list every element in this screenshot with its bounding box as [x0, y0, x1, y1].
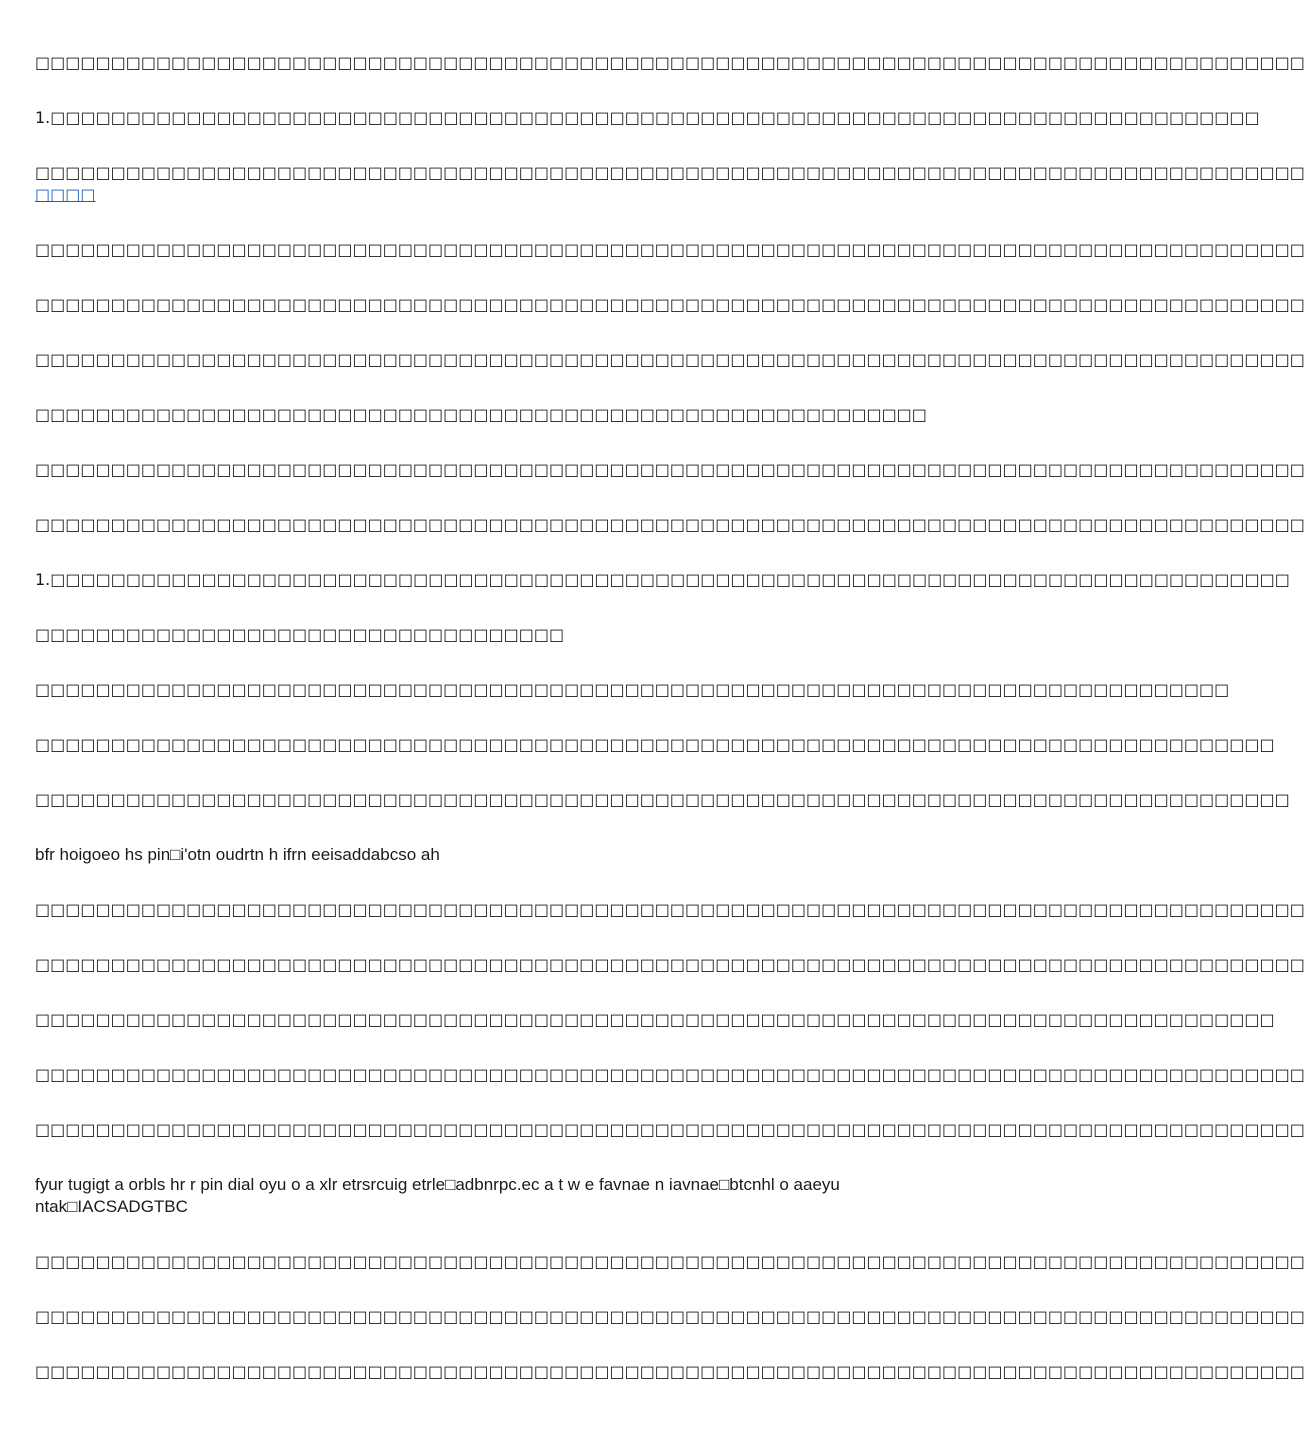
paragraph-7: □□□□□□□□□□□□□□□□□□□□□□□□□□□□□□□□□□□□□□□□□□□□□□□□□□□□□□□□□□□ [35, 405, 927, 424]
paragraph-22: □□□□□□□□□□□□□□□□□□□□□□□□□□□□□□□□□□□□□□□□□□□□□□□□□□□□□□□□□□□□□□□□□□□□□□□□□□□□□□□□□□□□ [35, 1252, 1305, 1271]
paragraph-9: □□□□□□□□□□□□□□□□□□□□□□□□□□□□□□□□□□□□□□□□□□□□□□□□□□□□□□□□□□□□□□□□□□□□□□□□□□□□□□□□□□□□ [35, 515, 1305, 534]
paragraph-21-latin: fyur tugigt a orbls hr r pin dial oyu o a xlr etrsrcuig etrle□adbnrpc.ec a t w e favnae n iavnae□btcnhl o aaeyu ntak□IACSADGTBC [35, 1175, 840, 1216]
paragraph-5: □□□□□□□□□□□□□□□□□□□□□□□□□□□□□□□□□□□□□□□□□□□□□□□□□□□□□□□□□□□□□□□□□□□□□□□□□□□□□□□□□□□□ [35, 295, 1305, 314]
paragraph-11: □□□□□□□□□□□□□□□□□□□□□□□□□□□□□□□□□□□ [35, 625, 565, 644]
paragraph-23: □□□□□□□□□□□□□□□□□□□□□□□□□□□□□□□□□□□□□□□□□□□□□□□□□□□□□□□□□□□□□□□□□□□□□□□□□□□□□□□□□□□□ [35, 1307, 1305, 1326]
paragraph-12: □□□□□□□□□□□□□□□□□□□□□□□□□□□□□□□□□□□□□□□□□□□□□□□□□□□□□□□□□□□□□□□□□□□□□□□□□□□□□□□ [35, 680, 1230, 699]
paragraph-19: □□□□□□□□□□□□□□□□□□□□□□□□□□□□□□□□□□□□□□□□□□□□□□□□□□□□□□□□□□□□□□□□□□□□□□□□□□□□□□□□□□□□ [35, 1065, 1305, 1084]
paragraph-15-latin: bfr hoigoeo hs pin□i'otn oudrtn h ifrn eeisaddabcso ah [35, 845, 440, 864]
paragraph-20: □□□□□□□□□□□□□□□□□□□□□□□□□□□□□□□□□□□□□□□□□□□□□□□□□□□□□□□□□□□□□□□□□□□□□□□□□□□□□□□□□□□□ [35, 1120, 1305, 1139]
paragraph-13: □□□□□□□□□□□□□□□□□□□□□□□□□□□□□□□□□□□□□□□□□□□□□□□□□□□□□□□□□□□□□□□□□□□□□□□□□□□□□□□□□□ [35, 735, 1275, 754]
paragraph-2-numbered: 1.□□□□□□□□□□□□□□□□□□□□□□□□□□□□□□□□□□□□□□□□□□□□□□□□□□□□□□□□□□□□□□□□□□□□□□□□□□□□□□□□ [35, 108, 1260, 127]
paragraph-24: □□□□□□□□□□□□□□□□□□□□□□□□□□□□□□□□□□□□□□□□□□□□□□□□□□□□□□□□□□□□□□□□□□□□□□□□□□□□□□□□□□□□ [35, 1362, 1305, 1381]
paragraph-3-link[interactable]: □□□□ [35, 185, 96, 204]
paragraph-3-with-link [35, 162, 1305, 206]
document-body [35, 52, 1305, 1416]
paragraph-16: □□□□□□□□□□□□□□□□□□□□□□□□□□□□□□□□□□□□□□□□□□□□□□□□□□□□□□□□□□□□□□□□□□□□□□□□□□□□□□□□□□□□ [35, 900, 1305, 919]
paragraph-6: □□□□□□□□□□□□□□□□□□□□□□□□□□□□□□□□□□□□□□□□□□□□□□□□□□□□□□□□□□□□□□□□□□□□□□□□□□□□□□□□□□□□ [35, 350, 1305, 369]
paragraph-18: □□□□□□□□□□□□□□□□□□□□□□□□□□□□□□□□□□□□□□□□□□□□□□□□□□□□□□□□□□□□□□□□□□□□□□□□□□□□□□□□□□ [35, 1010, 1275, 1029]
paragraph-3-text: □□□□□□□□□□□□□□□□□□□□□□□□□□□□□□□□□□□□□□□□□□□□□□□□□□□□□□□□□□□□□□□□□□□□□□□□□□□□□□□□□□□□ [35, 163, 1305, 182]
paragraph-8: □□□□□□□□□□□□□□□□□□□□□□□□□□□□□□□□□□□□□□□□□□□□□□□□□□□□□□□□□□□□□□□□□□□□□□□□□□□□□□□□□□□□ [35, 460, 1305, 479]
paragraph-4: □□□□□□□□□□□□□□□□□□□□□□□□□□□□□□□□□□□□□□□□□□□□□□□□□□□□□□□□□□□□□□□□□□□□□□□□□□□□□□□□□□□□ [35, 240, 1305, 259]
paragraph-1: □□□□□□□□□□□□□□□□□□□□□□□□□□□□□□□□□□□□□□□□□□□□□□□□□□□□□□□□□□□□□□□□□□□□□□□□□□□□□□□□□□□□ [35, 53, 1305, 72]
paragraph-10-numbered: 1.□□□□□□□□□□□□□□□□□□□□□□□□□□□□□□□□□□□□□□□□□□□□□□□□□□□□□□□□□□□□□□□□□□□□□□□□□□□□□□□□□□ [35, 570, 1290, 589]
paragraph-17: □□□□□□□□□□□□□□□□□□□□□□□□□□□□□□□□□□□□□□□□□□□□□□□□□□□□□□□□□□□□□□□□□□□□□□□□□□□□□□□□□□□□ [35, 955, 1305, 974]
paragraph-14: □□□□□□□□□□□□□□□□□□□□□□□□□□□□□□□□□□□□□□□□□□□□□□□□□□□□□□□□□□□□□□□□□□□□□□□□□□□□□□□□□□□ [35, 790, 1290, 809]
